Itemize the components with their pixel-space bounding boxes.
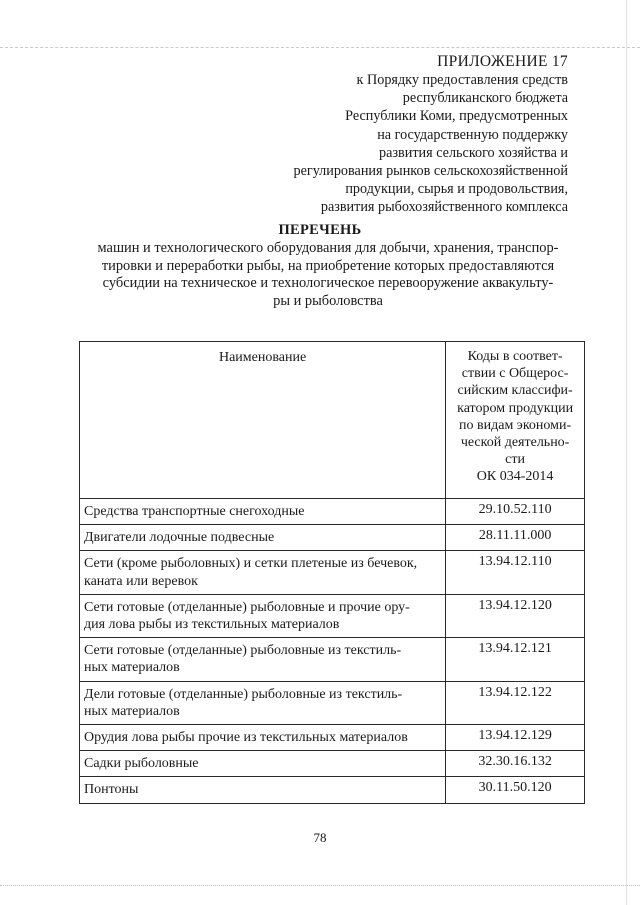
document-subtitle <box>78 240 578 310</box>
row-name-line: Понтоны <box>84 782 139 798</box>
header-code-line: ческой деятельно- <box>460 435 570 451</box>
row-name-line: Средства транспортные снегоходные <box>84 504 305 519</box>
appendix-header <box>228 52 568 217</box>
row-name-cell <box>80 525 446 551</box>
header-name-cell: Наименование <box>80 342 446 499</box>
row-name-line: каната или веревок <box>84 573 198 589</box>
row-name-line: ных материалов <box>84 660 180 676</box>
table-row <box>80 638 585 681</box>
row-name-line: Садки рыболовные <box>84 756 199 772</box>
row-name-cell <box>80 725 446 751</box>
table-row <box>80 725 585 751</box>
row-code-cell: 13.94.12.129 <box>446 725 585 751</box>
appendix-title: ПРИЛОЖЕНИЕ 17 <box>437 53 568 70</box>
scan-artifact-line <box>0 47 640 48</box>
header-code-line: сти <box>505 452 525 468</box>
row-name-cell <box>80 499 446 525</box>
appendix-line: продукции, сырья и продовольствия, <box>345 181 568 198</box>
row-name-cell <box>80 751 446 777</box>
table-header-row <box>80 342 585 499</box>
row-name-line: Сети готовые (отделанные) рыболовные из текстиль- <box>84 643 402 659</box>
appendix-line: к Порядку предоставления средств <box>356 72 568 88</box>
row-name-line: Дели готовые (отделанные) рыболовные из текстиль- <box>84 686 403 702</box>
header-code-line: ствии с Общерос- <box>461 366 569 382</box>
appendix-line: на государственную поддержку <box>377 126 568 143</box>
table-row <box>80 777 585 803</box>
appendix-line: регулирования рынков сельскохозяйственной <box>293 163 568 180</box>
page-number: 78 <box>313 830 327 845</box>
row-code-cell: 29.10.52.110 <box>446 499 585 525</box>
row-name-line: Орудия лова рыбы прочие из текстильных материалов <box>84 730 408 746</box>
row-name-cell <box>80 681 446 724</box>
document-title: ПЕРЕЧЕНЬ <box>278 222 362 238</box>
row-code-cell: 28.11.11.000 <box>446 525 585 551</box>
table-row <box>80 525 585 551</box>
table-row <box>80 499 585 525</box>
header-code-line: Коды в соответ- <box>467 349 563 364</box>
row-code-cell: 13.94.12.121 <box>446 638 585 681</box>
equipment-table <box>79 341 585 804</box>
appendix-line: Республики Коми, предусмотренных <box>345 108 568 125</box>
row-name-cell <box>80 594 446 637</box>
scan-artifact-line <box>0 885 640 886</box>
table-row <box>80 551 585 594</box>
row-code-cell: 30.11.50.120 <box>446 777 585 803</box>
table-row <box>80 681 585 724</box>
row-name-line: ных материалов <box>84 703 180 719</box>
row-name-cell <box>80 777 446 803</box>
table-row <box>80 594 585 637</box>
appendix-line: развития рыбохозяйственного комплекса <box>320 199 568 216</box>
header-code-line: по видам экономи- <box>459 417 572 433</box>
row-name-cell <box>80 551 446 594</box>
header-code-line: ОК 034-2014 <box>476 469 554 485</box>
header-code-line: катором продукции <box>457 400 574 416</box>
table-row <box>80 751 585 777</box>
row-code-cell: 13.94.12.122 <box>446 681 585 724</box>
appendix-line: республиканского бюджета <box>402 90 568 107</box>
subtitle-line: субсидии на техническое и технологическое перевооружение аквакульту- <box>102 275 554 292</box>
row-name-line: дия лова рыбы из текстильных материалов <box>84 617 340 633</box>
row-name-line: Сети готовые (отделанные) рыболовные и прочие ору- <box>84 599 410 615</box>
row-name-line: Сети (кроме рыболовных) и сетки плетеные из бечевок, <box>84 556 418 572</box>
header-code-cell <box>446 342 585 499</box>
header-code-line: сийским классифи- <box>457 383 573 399</box>
row-name-line: Двигатели лодочные подвесные <box>84 530 275 546</box>
row-code-cell: 32.30.16.132 <box>446 751 585 777</box>
scan-artifact-edge <box>626 0 627 905</box>
subtitle-line: машин и технологического оборудования для добычи, хранения, транспор- <box>97 240 559 256</box>
row-code-cell: 13.94.12.120 <box>446 594 585 637</box>
row-name-cell <box>80 638 446 681</box>
appendix-line: развития сельского хозяйства и <box>379 144 568 161</box>
row-code-cell: 13.94.12.110 <box>446 551 585 594</box>
subtitle-line: тировки и переработки рыбы, на приобретение которых предоставляются <box>101 257 555 274</box>
subtitle-line: ры и рыболовства <box>273 292 383 309</box>
